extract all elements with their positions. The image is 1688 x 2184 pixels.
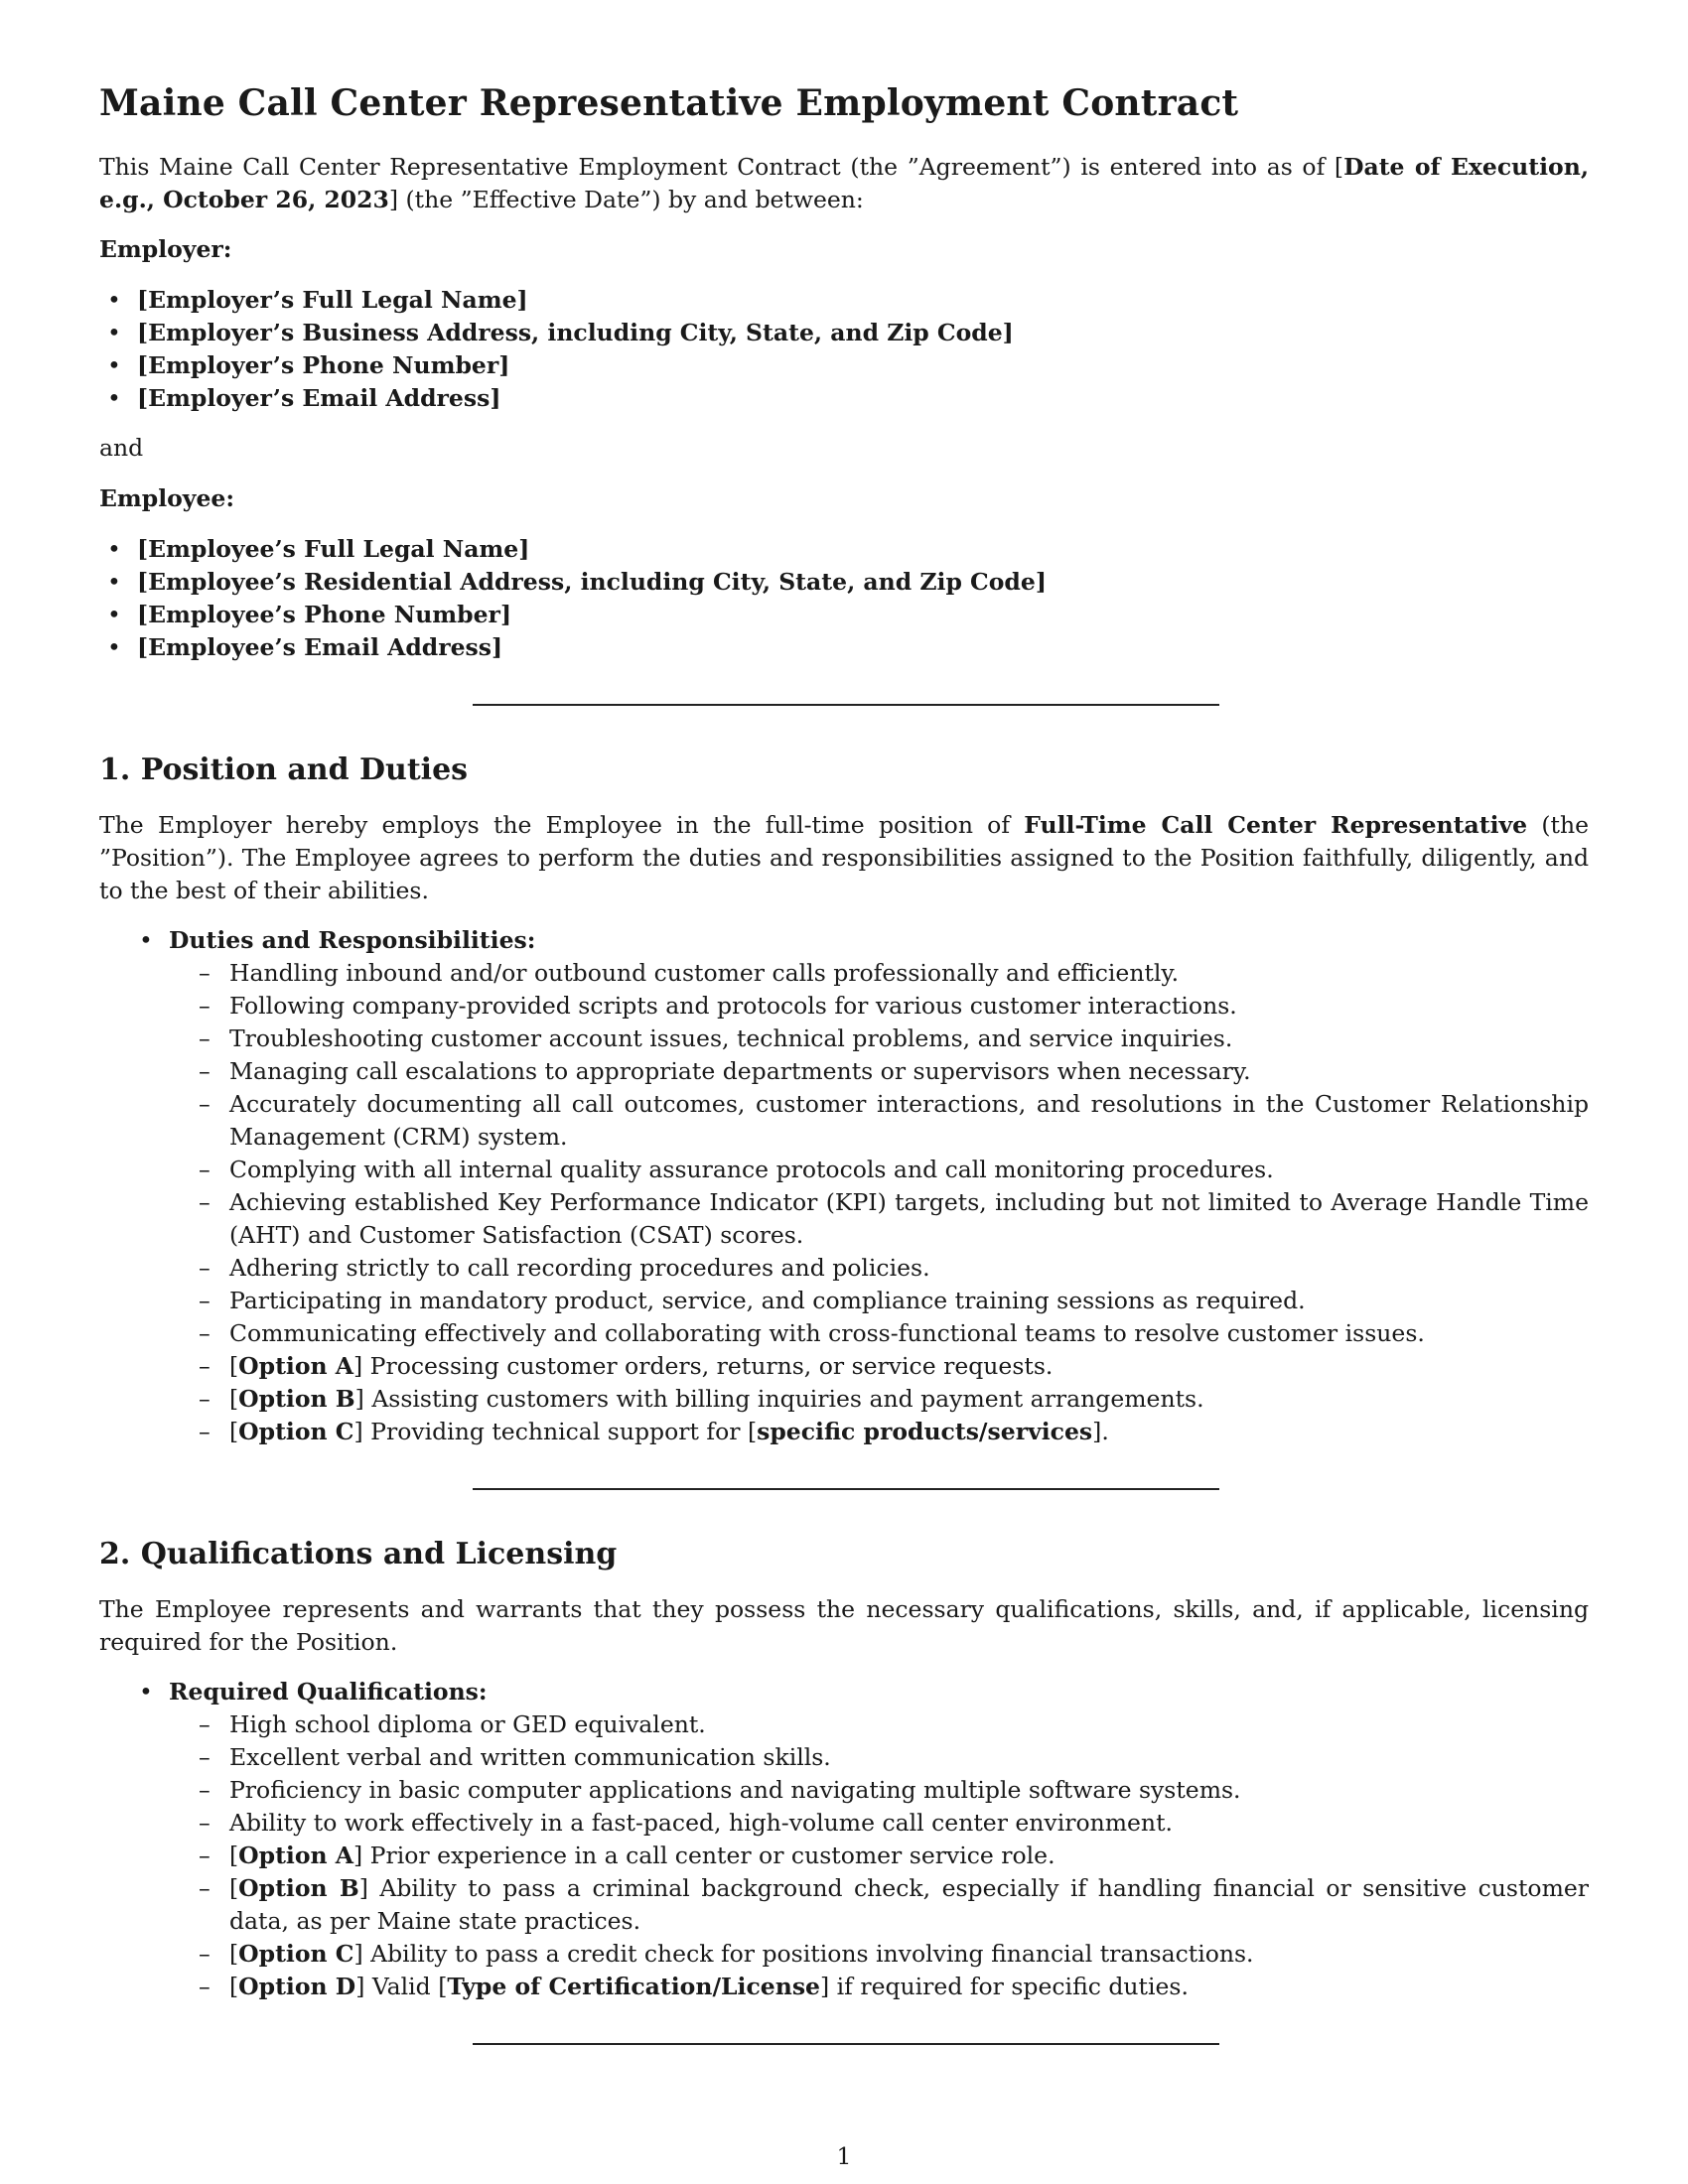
document-page — [99, 81, 1589, 2091]
intro-paragraph — [99, 151, 1589, 216]
employee-address-placeholder: Employee’s Residential Address, including City, State, and Zip Code — [148, 568, 1036, 596]
list-item: – Accurately documenting all call outcomes, customer interactions, and resolutions in the Customer Relationship Management (CRM) system. — [229, 1088, 1589, 1154]
effective-date-placeholder: Date of Execution, e.g., October 26, 2023 — [99, 153, 1589, 213]
list-item: • [Employee’s Phone Number] — [137, 599, 1589, 631]
employee-list — [99, 533, 1589, 664]
employer-email-placeholder: Employer’s Email Address — [148, 384, 491, 412]
section-2-paragraph: The Employee represents and warrants that they possess the necessary qualifications, skills, and, if applicable, licensing required for the Position. — [99, 1595, 1589, 1656]
option-label: Option C — [238, 1940, 354, 1968]
list-item: – Achieving established Key Performance Indicator (KPI) targets, including but not limited to Average Handle Time (AHT) and Customer Satisfaction (CSAT) scores. — [229, 1186, 1589, 1252]
list-item: – [Option B] Ability to pass a criminal background check, especially if handling financial or sensitive customer data, as per Maine state practices. — [229, 1872, 1589, 1938]
position-title: Full-Time Call Center Representative — [1024, 811, 1528, 839]
list-item: – Managing call escalations to appropriate departments or supervisors when necessary. — [229, 1055, 1589, 1088]
list-item: – [Option A] Prior experience in a call center or customer service role. — [229, 1840, 1589, 1872]
list-item: • [Employee’s Email Address] — [137, 631, 1589, 664]
employer-phone-placeholder: Employer’s Phone Number — [148, 351, 499, 379]
employer-name-placeholder: Employer’s Full Legal Name — [148, 286, 517, 314]
section-divider — [473, 704, 1219, 706]
section-divider — [473, 2043, 1219, 2045]
duties-heading: • Duties and Responsibilities: — [169, 924, 1589, 957]
qualifications-block — [99, 1676, 1589, 2003]
list-item: – Following company-provided scripts and protocols for various customer interactions. — [229, 990, 1589, 1023]
and-text: and — [99, 434, 144, 462]
intro-text-1: This Maine Call Center Representative Employment Contract (the ”Agreement”) is entered into as of [ — [99, 153, 1344, 181]
option-label: Option B — [238, 1874, 359, 1902]
option-label: Option A — [238, 1842, 354, 1869]
section-divider — [473, 1488, 1219, 1490]
list-item: – Communicating effectively and collaborating with cross-functional teams to resolve customer issues. — [229, 1317, 1589, 1350]
list-item: – [Option D] Valid [Type of Certification/License] if required for specific duties. — [229, 1971, 1589, 2003]
list-item: – [Option C] Ability to pass a credit check for positions involving financial transactions. — [229, 1938, 1589, 1971]
section-1-text-b: (the ”Position”). The Employee agrees to perform the duties and responsibilities assigned to the Position faithfully, diligently, and to the best of their abilities. — [99, 811, 1589, 904]
option-label: Option B — [238, 1385, 355, 1413]
option-text: Ability to pass a credit check for positions involving financial transactions. — [362, 1940, 1254, 1968]
list-item: • [Employee’s Full Legal Name] — [137, 533, 1589, 566]
list-item: • [Employer’s Phone Number] — [137, 349, 1589, 382]
list-item: – [Option A] Processing customer orders, returns, or service requests. — [229, 1350, 1589, 1383]
list-item: • [Employer’s Full Legal Name] — [137, 284, 1589, 317]
employee-name-placeholder: Employee’s Full Legal Name — [148, 535, 519, 563]
list-item: – Proficiency in basic computer applications and navigating multiple software systems. — [229, 1774, 1589, 1807]
list-item: – High school diploma or GED equivalent. — [229, 1708, 1589, 1741]
option-text: Providing technical support for — [362, 1418, 748, 1445]
qualifications-heading: • Required Qualifications: — [169, 1676, 1589, 1708]
option-text: Prior experience in a call center or customer service role. — [362, 1842, 1055, 1869]
option-label: Option C — [238, 1418, 354, 1445]
list-item: – Complying with all internal quality assurance protocols and call monitoring procedures. — [229, 1154, 1589, 1186]
section-2-heading: 2. Qualifications and Licensing — [99, 1537, 618, 1571]
employer-list — [99, 284, 1589, 415]
list-item: • [Employee’s Residential Address, including City, State, and Zip Code] — [137, 566, 1589, 599]
option-tail: ] if required for specific duties. — [820, 1973, 1189, 2000]
employee-email-placeholder: Employee’s Email Address — [148, 633, 492, 661]
list-item: • [Employer’s Email Address] — [137, 382, 1589, 415]
list-item: – [Option B] Assisting customers with billing inquiries and payment arrangements. — [229, 1383, 1589, 1416]
section-1-paragraph — [99, 809, 1589, 907]
list-item: – Excellent verbal and written communication skills. — [229, 1741, 1589, 1774]
option-text: Valid [ — [364, 1973, 448, 2000]
intro-text-2: ] (the ”Effective Date”) by and between: — [388, 186, 864, 213]
list-item: – Troubleshooting customer account issues, technical problems, and service inquiries. — [229, 1023, 1589, 1055]
list-item: – [Option C] Providing technical support for [specific products/services]. — [229, 1416, 1589, 1448]
employee-label: Employee: — [99, 484, 235, 512]
list-item: – Ability to work effectively in a fast-paced, high-volume call center environment. — [229, 1807, 1589, 1840]
employer-address-placeholder: Employer’s Business Address, including City, State, and Zip Code — [148, 319, 1003, 346]
option-text: Ability to pass a criminal background check, especially if handling financial or sensitive customer data, as per Maine state practices. — [229, 1874, 1589, 1935]
page-number: 1 — [836, 2142, 852, 2170]
option-label: Option D — [238, 1973, 356, 2000]
employee-phone-placeholder: Employee’s Phone Number — [148, 601, 500, 628]
section-1-text-a: The Employer hereby employs the Employee in the full-time position of — [99, 811, 1025, 839]
qualifications-list — [169, 1708, 1589, 2003]
duties-block — [99, 924, 1589, 1448]
certification-placeholder: Type of Certification/License — [447, 1973, 821, 2000]
employer-label: Employer: — [99, 235, 232, 263]
list-item: – Adhering strictly to call recording procedures and policies. — [229, 1252, 1589, 1285]
option-text: Processing customer orders, returns, or service requests. — [362, 1352, 1054, 1380]
products-placeholder: specific products/services — [757, 1418, 1093, 1445]
list-item: – Handling inbound and/or outbound customer calls professionally and efficiently. — [229, 957, 1589, 990]
option-tail: . — [1101, 1418, 1109, 1445]
list-item: • [Employer’s Business Address, including City, State, and Zip Code] — [137, 317, 1589, 349]
duties-list — [169, 957, 1589, 1448]
section-1-heading: 1. Position and Duties — [99, 752, 469, 787]
list-item: – Participating in mandatory product, service, and compliance training sessions as required. — [229, 1285, 1589, 1317]
option-text: Assisting customers with billing inquiries and payment arrangements. — [363, 1385, 1204, 1413]
document-title: Maine Call Center Representative Employment Contract — [99, 82, 1239, 124]
option-label: Option A — [238, 1352, 354, 1380]
